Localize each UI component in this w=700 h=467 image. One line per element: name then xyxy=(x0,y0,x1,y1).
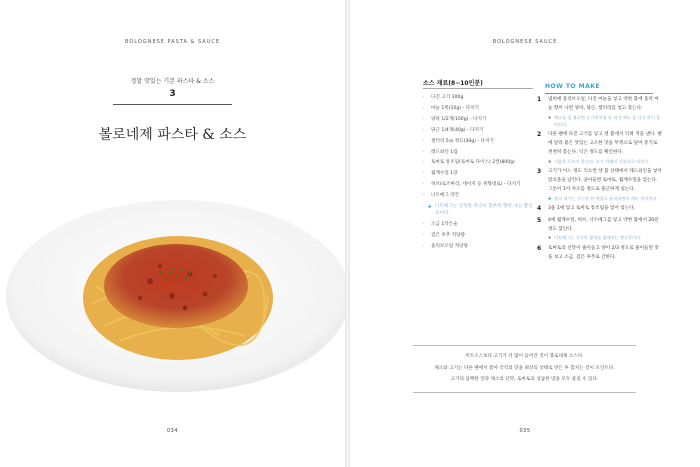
right-running-head: BOLOGNESE SAUCE xyxy=(492,39,558,45)
chapter-subtitle: 정말 맛있는 기본 파스타 & 소스 xyxy=(130,78,215,85)
recipe-title: 볼로네제 파스타 & 소스 xyxy=(98,127,247,143)
ingredient-item: · 마늘 1쪽(10g) - 다지기 xyxy=(423,104,533,115)
ingredient-note: ✚ 너트메그는 산뜻한 자극이 풍부한 향이 나는 향신료이다. xyxy=(423,203,533,217)
ingredient-item: · 셀러리 5㎝ 정도(30g) - 다지기 xyxy=(423,137,533,148)
step-text: 고기가 어느 정도 익으면 센 불 상태에서 레드와인을 넣어 알코올을 날린다. 졸아들면 토마토, 월계수잎을 넣는다. 그릇이 1이 차오를 정도로 뭉근하게 섞는다. xyxy=(548,169,662,192)
step-number: 2 xyxy=(537,131,542,139)
step-tip: ✚ 채소를 잘 볶으면 농가락처럼 푹 퍼져 색도 잘 나고 맛이 좋아진다. xyxy=(548,114,662,129)
ingredient-item: · 토마토 통조림(토마토 다이스) 2캔(800g) xyxy=(423,158,533,169)
step-tip: ✚ 불의 세기는 가능한 한 약불로 유지하면서 계속 섞어준다. xyxy=(548,195,662,202)
ingredients-list xyxy=(423,93,533,253)
step-text: 토마토의 신맛이 줄어들고 양이 2/3 정도로 줄어들면 맛을 보고 소금, 검은 후추로 간한다. xyxy=(548,245,659,260)
ingredient-item: · 검은 후추 적당량 xyxy=(423,231,533,242)
ingredient-item: · 월계수잎 1장 xyxy=(423,169,533,180)
ingredient-item: · 레드와인 1컵 xyxy=(423,148,533,159)
pasta-photo xyxy=(0,176,345,396)
step-text: 3을 1에 넣고 토마토 통조림을 넣어 섞는다. xyxy=(548,206,636,211)
quote-rule-bottom xyxy=(413,392,636,393)
step-1 xyxy=(537,96,662,128)
step-text: 4에 월계수잎, 허브, 너트메그를 넣고 약한 불에서 20분 정도 끓인다. xyxy=(548,217,659,232)
quote-box xyxy=(413,351,636,386)
step-number: 4 xyxy=(537,205,542,212)
ingredient-item: · 소금 1작은술 xyxy=(423,220,533,231)
step-2 xyxy=(537,131,662,165)
quote-rule-top xyxy=(413,345,636,346)
step-3 xyxy=(537,168,662,202)
step-6 xyxy=(537,245,662,263)
step-text: 다른 팬에 다진 고기를 넣고 센 불에서 익혀 색을 낸다. 팬에 달라 붙은 맛있는 고소한 맛을 뚜껑으로 덮어 증기로 천천히 볶는다. 익은 정도를 확인한다. xyxy=(548,132,662,155)
step-number: 5 xyxy=(537,216,542,224)
how-to-rule xyxy=(545,93,653,94)
ingredient-item: · 당근 1/4개(40g) - 다지기 xyxy=(423,126,533,137)
ingredients-rule xyxy=(423,88,533,89)
right-page-number: 035 xyxy=(519,428,531,434)
step-5 xyxy=(537,217,662,242)
ingredient-item: · 너트메그 약간 xyxy=(423,191,533,202)
step-text: 냄비에 올리브오일, 다진 마늘을 넣고 약한 불에 올려 마늘 향이 나면 양파, 당근, 셀러리를 넣고 볶는다. xyxy=(548,97,659,111)
step-number: 6 xyxy=(537,244,542,252)
step-number: 1 xyxy=(537,96,542,103)
quote-line: 고기의 담백한 맛과 채소의 단맛, 토마토의 상큼한 맛을 모두 즐길 수 있다. xyxy=(450,377,599,383)
step-4 xyxy=(537,205,662,214)
quote-line: 채소와 고기는 다른 팬에서 볶아 각각의 맛을 최상의 상태로 만든 후 합치는 것이 포인트다. xyxy=(434,365,615,371)
ingredients-heading: 소스 재료(8~10인분) xyxy=(423,80,483,87)
title-rule xyxy=(113,104,232,105)
chapter-number: 3 xyxy=(169,89,176,99)
left-page xyxy=(0,0,345,467)
ingredient-item: · 허브(로즈마리, 세이지 등 취향대로) - 다지기 xyxy=(423,180,533,191)
steps-list xyxy=(537,96,662,265)
step-number: 3 xyxy=(537,168,542,176)
ingredient-item: · 양파 1/2개(100g) - 다지기 xyxy=(423,115,533,126)
how-to-heading: HOW TO MAKE xyxy=(545,83,600,90)
right-page xyxy=(350,0,700,467)
left-running-head: BOLOGNESE PASTA & SAUCE xyxy=(125,39,220,45)
quote-line: 미트소스보다 고기가 더 많이 들어간 것이 볼로네제 소스다. xyxy=(465,354,584,359)
step-tip: ✚ 기름은 두르지 않는다. 고기 자체의 기름으로 익힌다. xyxy=(548,158,662,165)
ingredient-item: · 다진 고기 300g xyxy=(423,93,533,104)
ingredient-item: · 올리브오일 적당량 xyxy=(423,242,533,253)
step-tip: ✚ 너트메그는 고기의 잡내를 없애주는 향신료이다. xyxy=(548,234,662,241)
left-page-number: 034 xyxy=(166,428,179,434)
